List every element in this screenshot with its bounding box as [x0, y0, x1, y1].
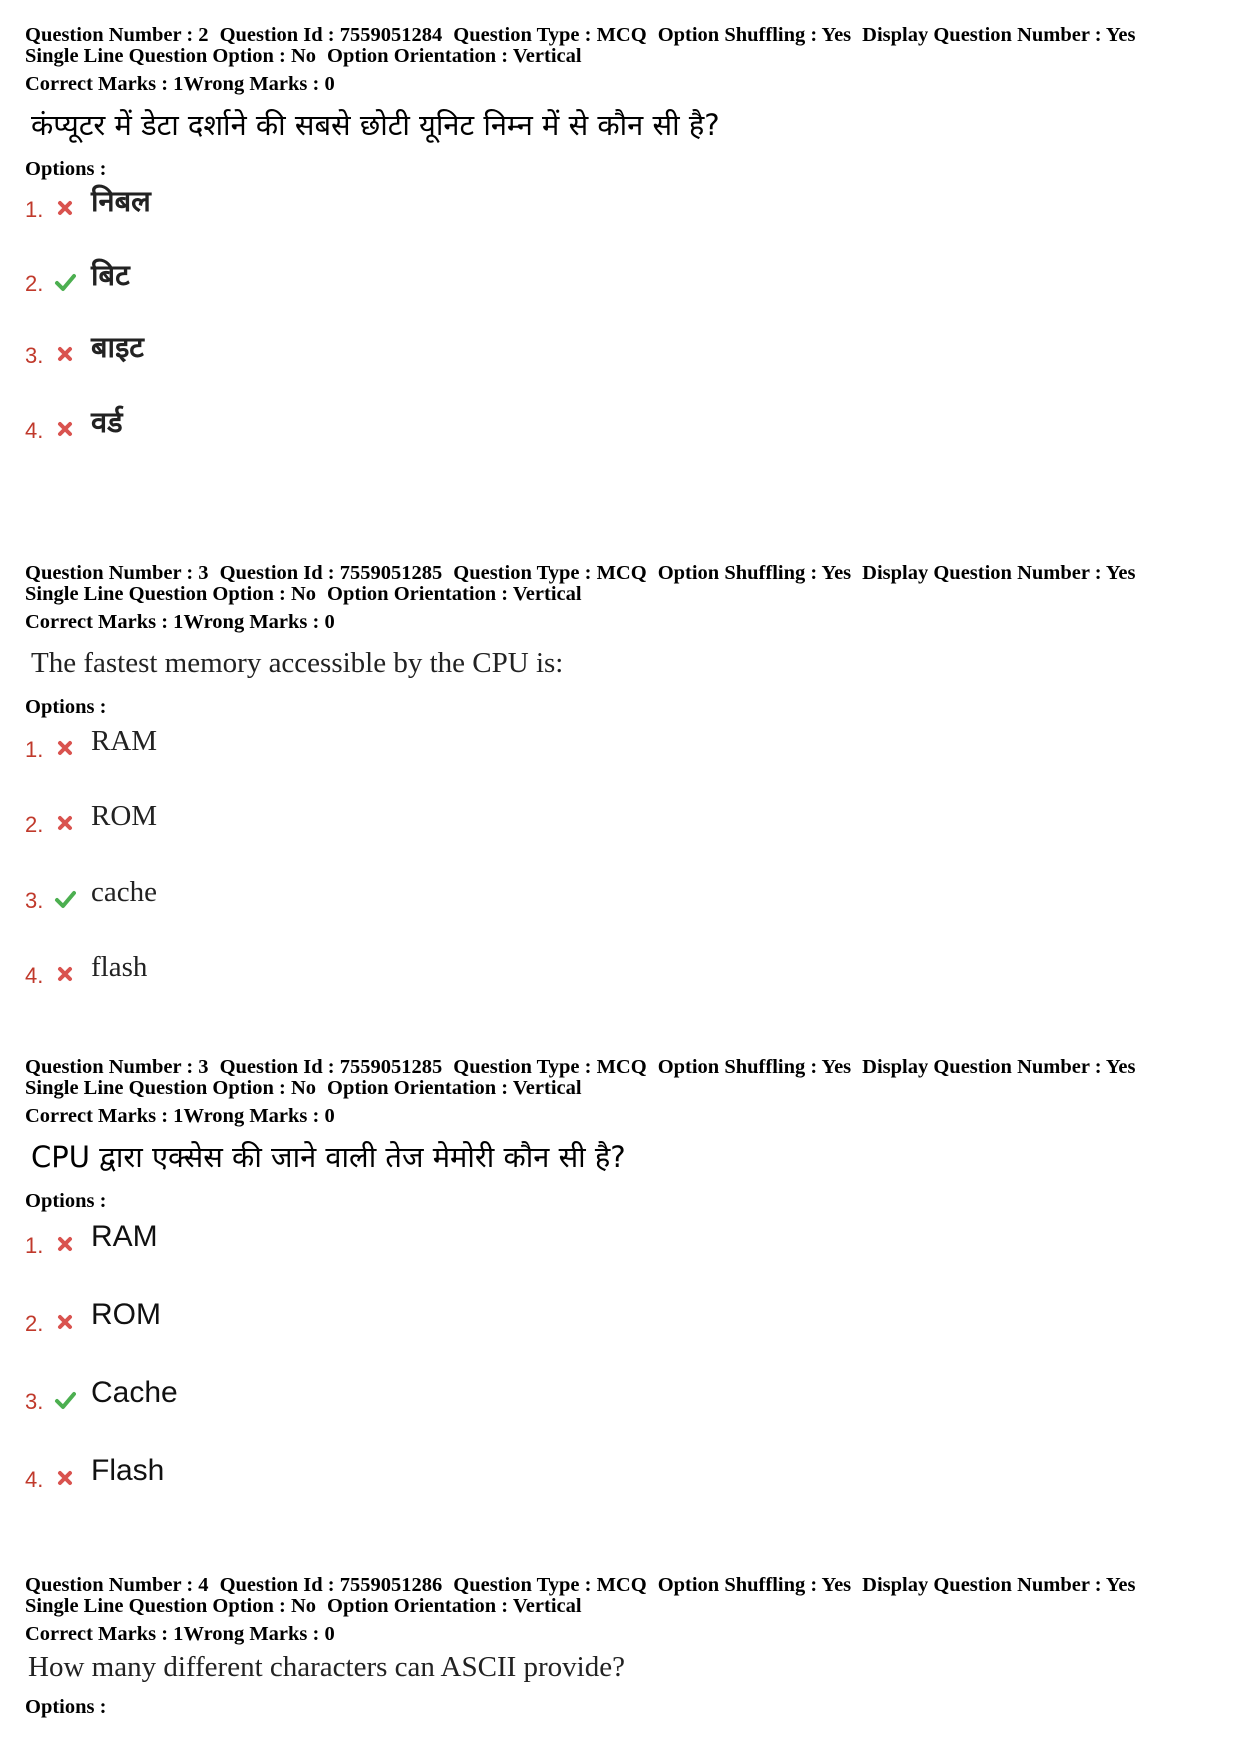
options-label: Options :	[25, 1696, 107, 1718]
wrong-icon	[54, 1467, 76, 1489]
option-item	[25, 1299, 1225, 1339]
question-meta-line1: Question Number : 3 Question Id : 7559051285 Question Type : MCQ Option Shuffling : Yes Display Question Number : Yes	[25, 562, 1136, 584]
option-item	[25, 331, 1225, 371]
marks-line: Correct Marks : 1Wrong Marks : 0	[25, 1105, 335, 1127]
marks-line: Correct Marks : 1Wrong Marks : 0	[25, 1623, 335, 1645]
correct-icon	[54, 271, 76, 293]
option-text: RAM	[91, 725, 158, 757]
question-meta-line2: Single Line Question Option : No Option Orientation : Vertical	[25, 45, 582, 67]
option-text: Cache	[91, 1376, 178, 1409]
option-number: 1.	[25, 737, 44, 762]
option-item	[25, 725, 1225, 765]
option-item	[25, 1221, 1225, 1261]
question-block	[25, 1057, 1225, 1495]
option-item	[25, 185, 1225, 225]
option-number: 2.	[25, 1311, 44, 1336]
option-number: 4.	[25, 1467, 44, 1492]
option-text: बिट	[91, 258, 130, 292]
option-number: 1.	[25, 1233, 44, 1258]
option-number: 1.	[25, 197, 44, 222]
options-label: Options :	[25, 1190, 107, 1212]
question-meta-line2: Single Line Question Option : No Option Orientation : Vertical	[25, 583, 582, 605]
question-meta-line1: Question Number : 4 Question Id : 7559051286 Question Type : MCQ Option Shuffling : Yes Display Question Number : Yes	[25, 1574, 1136, 1596]
question-block	[25, 25, 1225, 446]
option-item	[25, 406, 1225, 446]
question-meta-line2: Single Line Question Option : No Option Orientation : Vertical	[25, 1595, 582, 1617]
question-block	[25, 563, 1225, 991]
question-text: How many different characters can ASCII provide?	[28, 1651, 625, 1683]
question-text: CPU द्वारा एक्सेस की जाने वाली तेज मेमोरी कौन सी है?	[31, 1140, 626, 1174]
options-label: Options :	[25, 696, 107, 718]
question-text: The fastest memory accessible by the CPU is:	[31, 647, 564, 679]
wrong-icon	[54, 812, 76, 834]
wrong-icon	[54, 343, 76, 365]
option-text: Flash	[91, 1454, 165, 1487]
question-text: कंप्यूटर में डेटा दर्शाने की सबसे छोटी यूनिट निम्न में से कौन सी है?	[31, 108, 720, 142]
wrong-icon	[54, 1233, 76, 1255]
option-number: 2.	[25, 271, 44, 296]
option-number: 4.	[25, 963, 44, 988]
option-text: RAM	[91, 1220, 158, 1253]
option-number: 3.	[25, 343, 44, 368]
options-list	[25, 725, 1225, 991]
option-text: ROM	[91, 800, 158, 832]
option-item	[25, 876, 1225, 916]
option-text: बाइट	[91, 330, 144, 364]
option-number: 2.	[25, 812, 44, 837]
option-text: वर्ड	[91, 405, 123, 439]
option-item	[25, 1377, 1225, 1417]
option-number: 3.	[25, 888, 44, 913]
question-meta-line1: Question Number : 2 Question Id : 7559051284 Question Type : MCQ Option Shuffling : Yes Display Question Number : Yes	[25, 24, 1136, 46]
option-text: cache	[91, 876, 157, 908]
question-meta-line1: Question Number : 3 Question Id : 7559051285 Question Type : MCQ Option Shuffling : Yes Display Question Number : Yes	[25, 1056, 1136, 1078]
option-number: 4.	[25, 418, 44, 443]
option-text: ROM	[91, 1298, 161, 1331]
option-text: निबल	[91, 184, 151, 218]
options-list	[25, 185, 1225, 446]
option-number: 3.	[25, 1389, 44, 1414]
wrong-icon	[54, 737, 76, 759]
option-item	[25, 1455, 1225, 1495]
question-meta-line2: Single Line Question Option : No Option Orientation : Vertical	[25, 1077, 582, 1099]
marks-line: Correct Marks : 1Wrong Marks : 0	[25, 611, 335, 633]
correct-icon	[54, 888, 76, 910]
wrong-icon	[54, 197, 76, 219]
options-list	[25, 1221, 1225, 1495]
wrong-icon	[54, 418, 76, 440]
marks-line: Correct Marks : 1Wrong Marks : 0	[25, 73, 335, 95]
option-text: flash	[91, 951, 148, 983]
option-item	[25, 800, 1225, 840]
wrong-icon	[54, 963, 76, 985]
correct-icon	[54, 1389, 76, 1411]
wrong-icon	[54, 1311, 76, 1333]
question-block	[25, 1575, 1225, 1719]
options-label: Options :	[25, 158, 107, 180]
option-item	[25, 259, 1225, 299]
option-item	[25, 951, 1225, 991]
